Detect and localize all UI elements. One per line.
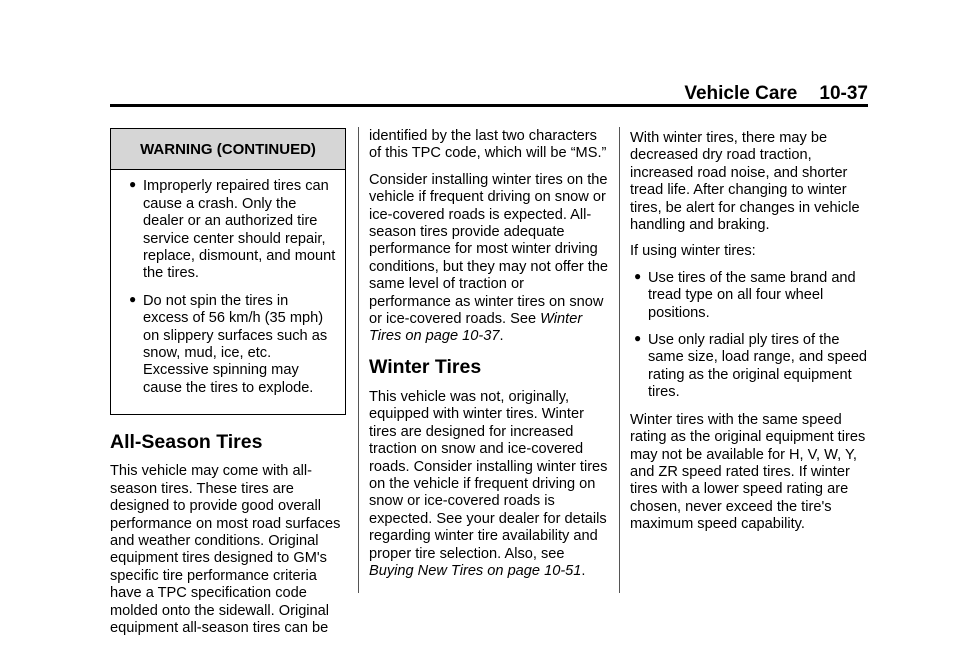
all-season-heading: All-Season Tires	[110, 431, 263, 454]
cross-reference-link[interactable]: Buying New Tires on page 10-51	[369, 562, 582, 579]
winter-tires-heading: Winter Tires	[369, 355, 482, 378]
cross-reference-link[interactable]: Winter Tires on page 10-37	[369, 311, 583, 345]
bullet-icon: ●	[634, 331, 642, 346]
winter-paragraph-2: With winter tires, there may be decreased dry road traction, increased road noise, and shorter tread life. After changing to winter tires, be alert for changes in vehicle handling and braking.	[630, 130, 860, 234]
header-rule	[110, 104, 868, 107]
column-3	[630, 130, 870, 543]
column-1	[110, 128, 348, 646]
warning-box	[110, 128, 346, 415]
all-season-paragraph-2: Consider installing winter tires on the vehicle if frequent driving on snow or ice-covered roads is expected. All-season tires provide adequate performance for most winter driving conditions, but they may not offer the same level of traction or performance as winter tires on snow or ice-covered roads. See Winter Tires on page 10-37.	[369, 171, 609, 345]
winter-tips-list	[630, 270, 870, 402]
column-divider	[619, 127, 620, 593]
bullet-icon: ●	[129, 291, 137, 306]
list-item: ● Use only radial ply tires of the same size, load range, and speed rating as the original equipment tires.	[634, 331, 868, 401]
list-item: ● Improperly repaired tires can cause a crash. Only the dealer or an authorized tire service center should repair, replace, dismount, and mount the tires.	[129, 177, 336, 282]
winter-paragraph-1: This vehicle was not, originally, equipped with winter tires. Winter tires are designed for increased traction on snow and ice-covered roads. Consider installing winter tires on the vehicle if frequent driving on snow or ice-covered roads is expected. See your dealer for details regarding winter tire availability and proper tire selection. Also, see Buying New Tires on page 10-51.	[369, 388, 608, 579]
list-item: ● Do not spin the tires in excess of 56 km/h (35 mph) on slippery surfaces such as snow, mud, ice, etc. Excessive spinning may cause the tires to explode.	[129, 291, 328, 396]
winter-paragraph-3: If using winter tires:	[630, 243, 756, 260]
bullet-icon: ●	[129, 177, 137, 192]
warning-title: WARNING (CONTINUED)	[111, 129, 345, 170]
all-season-paragraph-cont: identified by the last two characters of this TPC code, which will be “MS.”	[369, 128, 607, 162]
column-2	[369, 128, 609, 589]
column-divider	[358, 127, 359, 593]
list-item: ● Use tires of the same brand and tread type on all four wheel positions.	[634, 268, 856, 321]
section-title: Vehicle Care	[684, 83, 798, 104]
warning-list	[111, 178, 345, 397]
bullet-icon: ●	[634, 268, 642, 283]
all-season-paragraph: This vehicle may come with all-season tires. These tires are designed to provide good overall performance on most road surfaces and weather conditions. Original equipment tires designed to GM's specific tire performance criteria have a TPC specification code molded onto the sidewall. Original equipment all-season tires can be	[110, 463, 341, 636]
page-number: 10-37	[819, 83, 868, 104]
page-header	[110, 84, 868, 104]
winter-paragraph-4: Winter tires with the same speed rating as the original equipment tires may not be available for H, V, W, Y, and ZR speed rated tires. If winter tires with a lower speed rating are chosen, never exceed the tire's maximum speed capability.	[630, 411, 866, 533]
